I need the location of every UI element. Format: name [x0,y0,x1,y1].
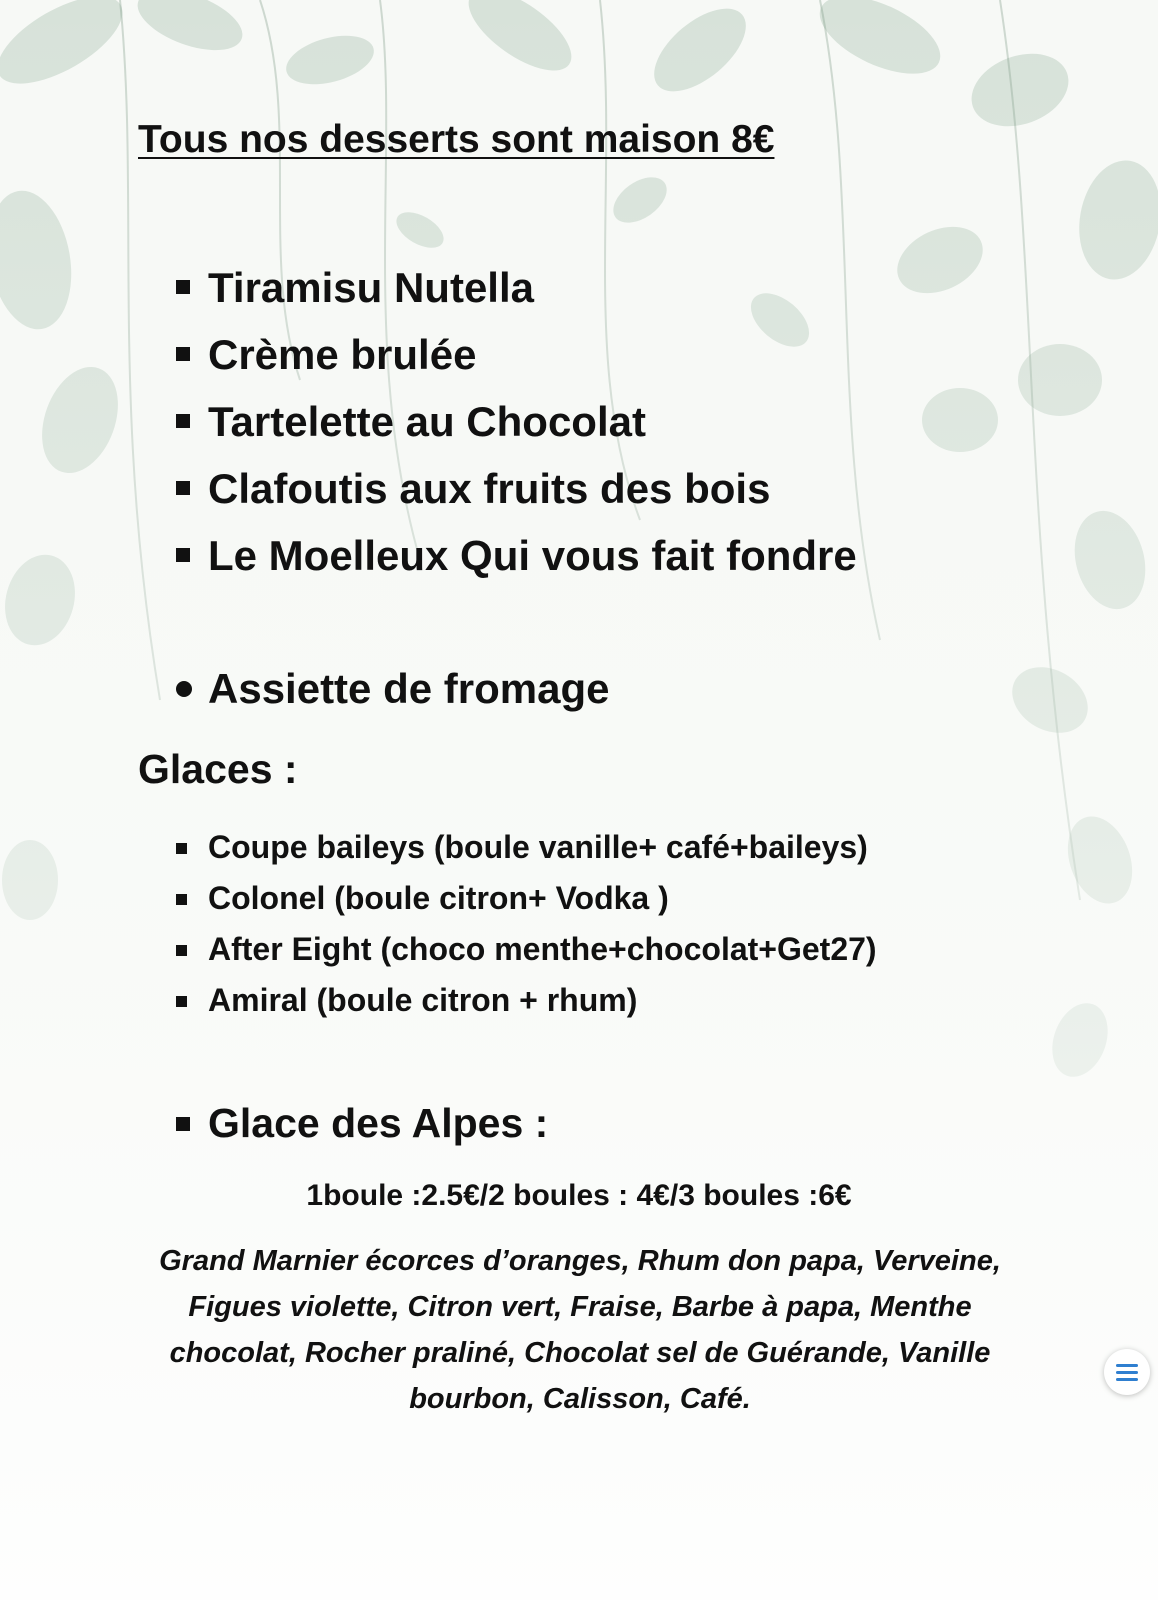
dessert-item: Le Moelleux Qui vous fait fondre [176,522,857,589]
glaces-heading: Glaces : [138,746,298,792]
cheese-plate-item: Assiette de fromage [176,664,609,714]
glace-item: After Eight (choco menthe+chocolat+Get27) [176,924,877,975]
glace-item: Amiral (boule citron + rhum) [176,975,877,1026]
dessert-item: Crème brulée [176,321,857,388]
dessert-item: Tiramisu Nutella [176,254,857,321]
menu-button[interactable] [1104,1349,1150,1395]
dessert-item: Tartelette au Chocolat [176,388,857,455]
hamburger-menu-icon [1116,1362,1138,1383]
menu-title: Tous nos desserts sont maison 8€ [138,118,775,161]
dessert-item: Clafoutis aux fruits des bois [176,455,857,522]
glace-item: Colonel (boule citron+ Vodka ) [176,873,877,924]
dessert-list [176,254,857,589]
glace-des-alpes-heading: Glace des Alpes : [176,1098,548,1148]
glaces-list [176,822,877,1026]
glace-item: Coupe baileys (boule vanille+ café+baileys) [176,822,877,873]
scoop-prices: 1boule :2.5€/2 boules : 4€/3 boules :6€ [306,1179,852,1212]
flavor-list: Grand Marnier écorces d’oranges, Rhum don papa, Verveine, Figues violette, Citron vert, Fraise, Barbe à papa, Menthe chocolat, Rocher praliné, Chocolat sel de Guérande, Vanille bourbon, Calisson, Café. [159,1245,1001,1415]
